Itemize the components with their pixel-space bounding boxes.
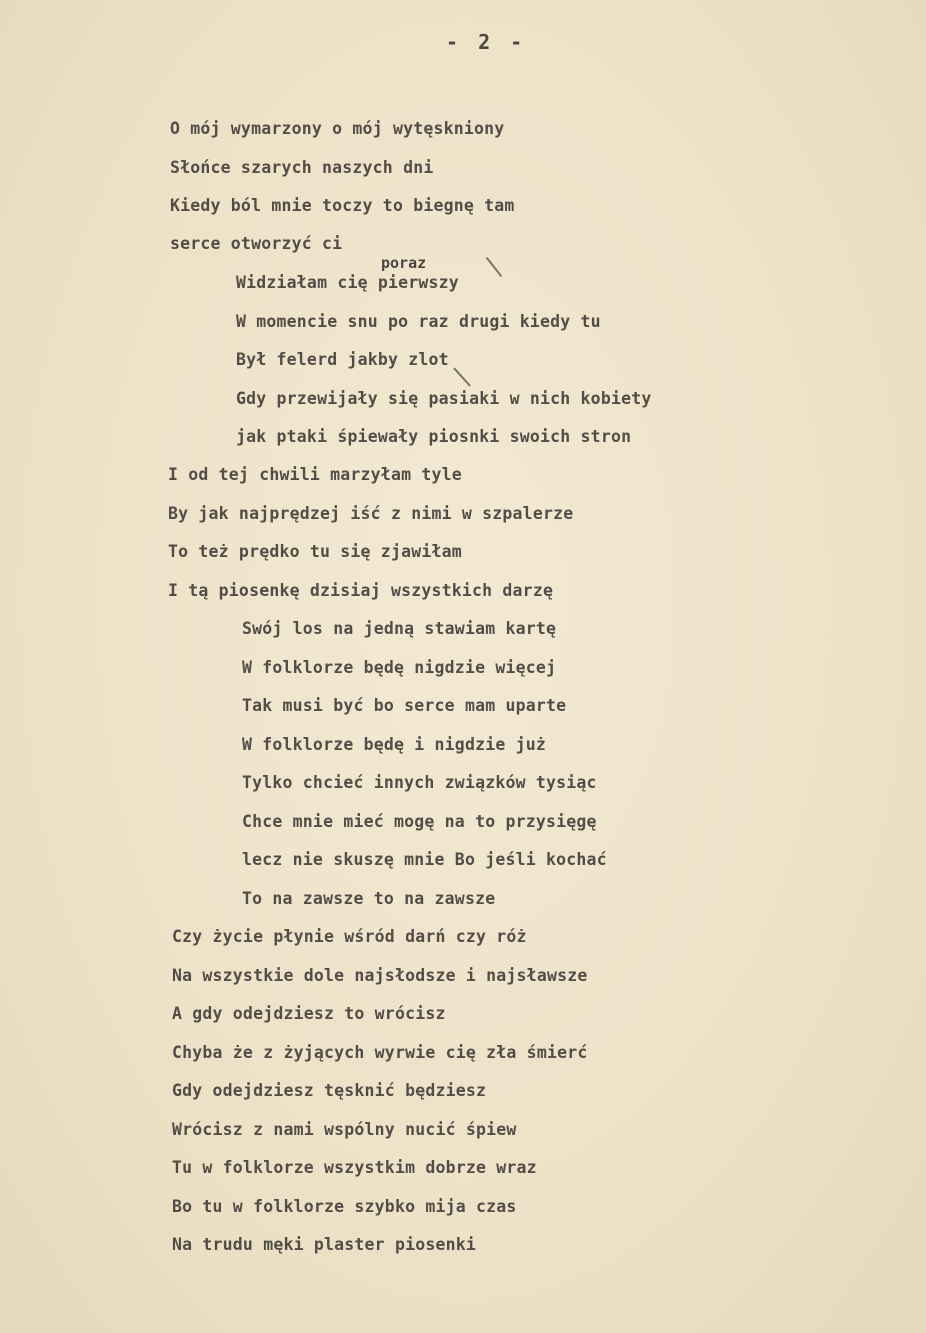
lyric-line: Swój los na jedną stawiam kartę — [242, 619, 557, 638]
insertion-mark — [453, 367, 471, 386]
lyric-line: jak ptaki śpiewały piosnki swoich stron — [236, 427, 632, 446]
lyric-line: O mój wymarzony o mój wytęskniony — [170, 119, 505, 138]
lyric-line: Tak musi być bo serce mam uparte — [242, 696, 567, 715]
lyric-line: Chce mnie mieć mogę na to przysięgę — [242, 812, 597, 831]
handwritten-insertion: poraz — [381, 254, 427, 272]
lyric-line: I od tej chwili marzyłam tyle — [168, 465, 462, 484]
lyric-line: Bo tu w folklorze szybko mija czas — [172, 1197, 517, 1216]
lyric-line: I tą piosenkę dzisiaj wszystkich darzę — [168, 581, 554, 600]
lyric-line: To też prędko tu się zjawiłam — [168, 542, 462, 561]
lyric-line: Tylko chcieć innych związków tysiąc — [242, 773, 597, 792]
lyric-line: Wrócisz z nami wspólny nucić śpiew — [172, 1120, 517, 1139]
lyric-line: W folklorze będę nigdzie więcej — [242, 658, 557, 677]
page-number: - 2 - — [446, 30, 527, 54]
lyric-line: Gdy przewijały się pasiaki w nich kobiety — [236, 389, 652, 408]
lyric-line: Słońce szarych naszych dni — [170, 158, 434, 177]
lyric-line: serce otworzyć ci — [170, 234, 343, 253]
lyric-line: Na trudu męki plaster piosenki — [172, 1235, 477, 1254]
lyric-line: A gdy odejdziesz to wrócisz — [172, 1004, 446, 1023]
lyric-line: Był felerd jakby zlot — [236, 350, 449, 369]
lyric-line: lecz nie skuszę mnie Bo jeśli kochać — [242, 850, 607, 869]
lyric-line: By jak najprędzej iść z nimi w szpalerze — [168, 504, 574, 523]
lyric-line: W momencie snu po raz drugi kiedy tu — [236, 312, 601, 331]
lyric-line: Tu w folklorze wszystkim dobrze wraz — [172, 1158, 537, 1177]
lyric-line: To na zawsze to na zawsze — [242, 889, 496, 908]
lyric-line: Widziałam cię pierwszy — [236, 273, 459, 292]
lyric-line: Chyba że z żyjących wyrwie cię zła śmierć — [172, 1043, 588, 1062]
lyric-line: Gdy odejdziesz tęsknić będziesz — [172, 1081, 487, 1100]
lyric-line: W folklorze będę i nigdzie już — [242, 735, 547, 754]
insertion-mark — [486, 257, 502, 277]
lyric-line: Na wszystkie dole najsłodsze i najsławsze — [172, 966, 588, 985]
lyric-line: Czy życie płynie wśród darń czy róż — [172, 927, 527, 946]
lyric-line: Kiedy ból mnie toczy to biegnę tam — [170, 196, 515, 215]
